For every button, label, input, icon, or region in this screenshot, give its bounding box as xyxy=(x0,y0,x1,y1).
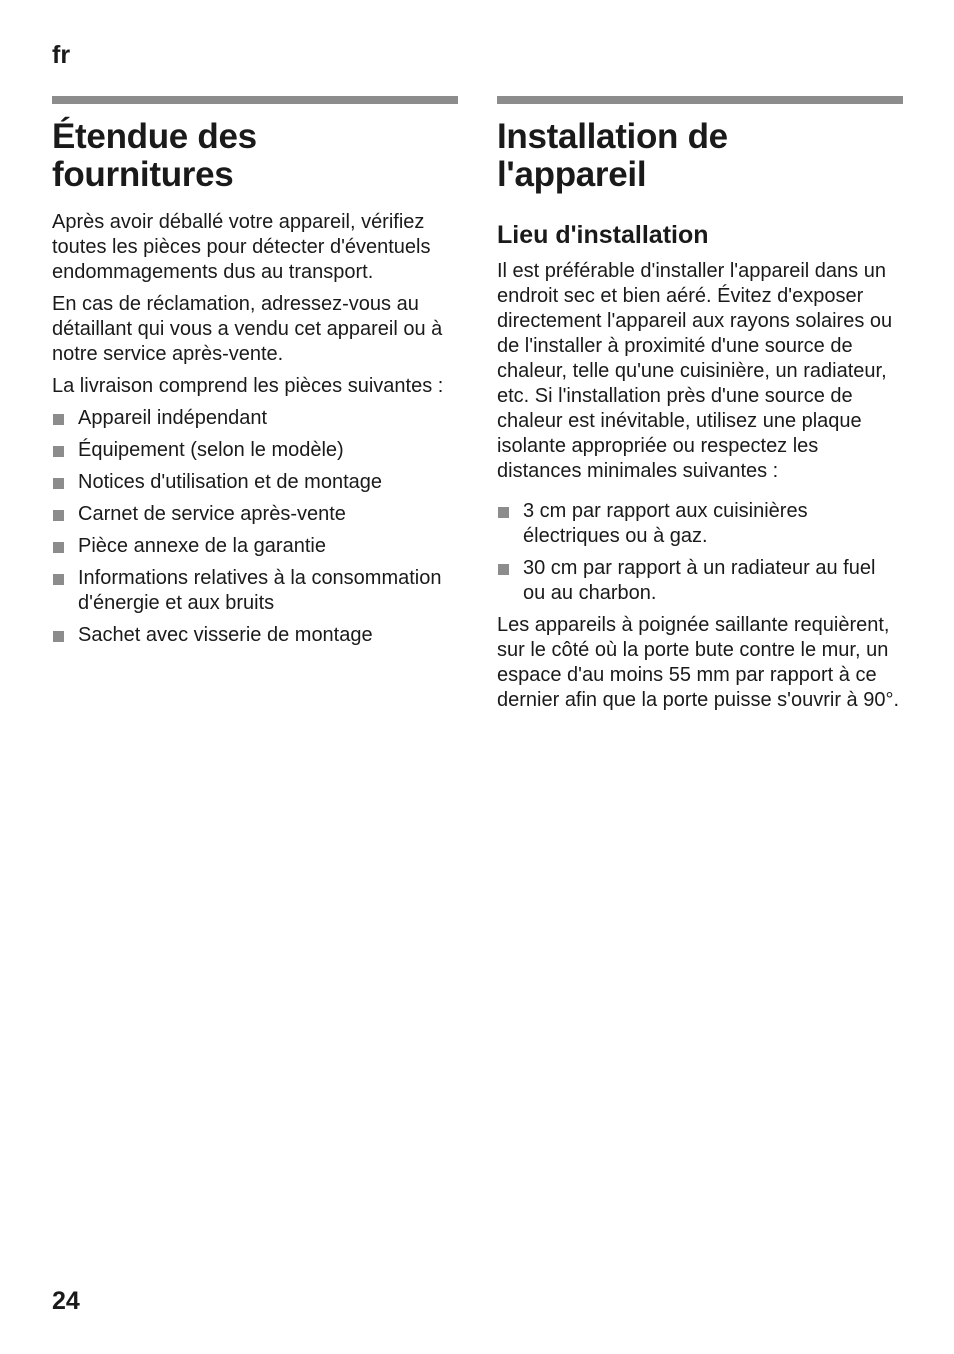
distance-list xyxy=(497,499,903,606)
square-bullet-icon xyxy=(53,574,64,585)
delivery-list xyxy=(52,406,458,648)
section-title: Étendue des fournitures xyxy=(52,117,257,194)
page-number: 24 xyxy=(52,1287,80,1315)
section-installation xyxy=(497,96,903,713)
list-item: Informations relatives à la consommation d'énergie et aux bruits xyxy=(52,566,458,616)
paragraph: La livraison comprend les pièces suivantes : xyxy=(52,375,444,397)
list-item: Sachet avec visserie de montage xyxy=(52,623,458,648)
square-bullet-icon xyxy=(53,542,64,553)
list-item: 30 cm par rapport à un radiateur au fuel ou au charbon. xyxy=(497,556,903,606)
paragraph: Après avoir déballé votre appareil, vérifiez toutes les pièces pour détecter d'éventuels endommagements dus au transport. xyxy=(52,211,431,283)
list-item: 3 cm par rapport aux cuisinières électriques ou à gaz. xyxy=(497,499,903,549)
square-bullet-icon xyxy=(498,564,509,575)
list-item: Notices d'utilisation et de montage xyxy=(52,470,458,495)
list-item: Carnet de service après-vente xyxy=(52,502,458,527)
paragraph: Il est préférable d'installer l'appareil dans un endroit sec et bien aéré. Évitez d'exposer directement l'appareil aux rayons solaires ou de l'installer à proximité d'une source de chaleur, telle qu'une cuisinière, un radiateur, etc. Si l'installation près d'une source de chaleur est inévitable, utilisez une plaque isolante appropriée ou respectez les distances minimales suivantes : xyxy=(497,260,893,482)
section-rule xyxy=(52,96,458,104)
paragraph: Les appareils à poignée saillante requièrent, sur le côté où la porte bute contre le mur, un espace d'au moins 55 mm par rapport à ce dernier afin que la porte puisse s'ouvrir à 90°. xyxy=(497,614,900,711)
subsection-title: Lieu d'installation xyxy=(497,221,709,249)
square-bullet-icon xyxy=(53,510,64,521)
square-bullet-icon xyxy=(53,478,64,489)
square-bullet-icon xyxy=(53,446,64,457)
section-title: Installation de l'appareil xyxy=(497,117,728,194)
paragraph: En cas de réclamation, adressez-vous au détaillant qui vous a vendu cet appareil ou à notre service après-vente. xyxy=(52,293,443,365)
square-bullet-icon xyxy=(53,414,64,425)
section-rule xyxy=(497,96,903,104)
list-item: Appareil indépendant xyxy=(52,406,458,431)
list-item: Équipement (selon le modèle) xyxy=(52,438,458,463)
square-bullet-icon xyxy=(498,507,509,518)
square-bullet-icon xyxy=(53,631,64,642)
language-code: fr xyxy=(52,41,71,69)
list-item: Pièce annexe de la garantie xyxy=(52,534,458,559)
section-contents-of-delivery xyxy=(52,96,458,655)
